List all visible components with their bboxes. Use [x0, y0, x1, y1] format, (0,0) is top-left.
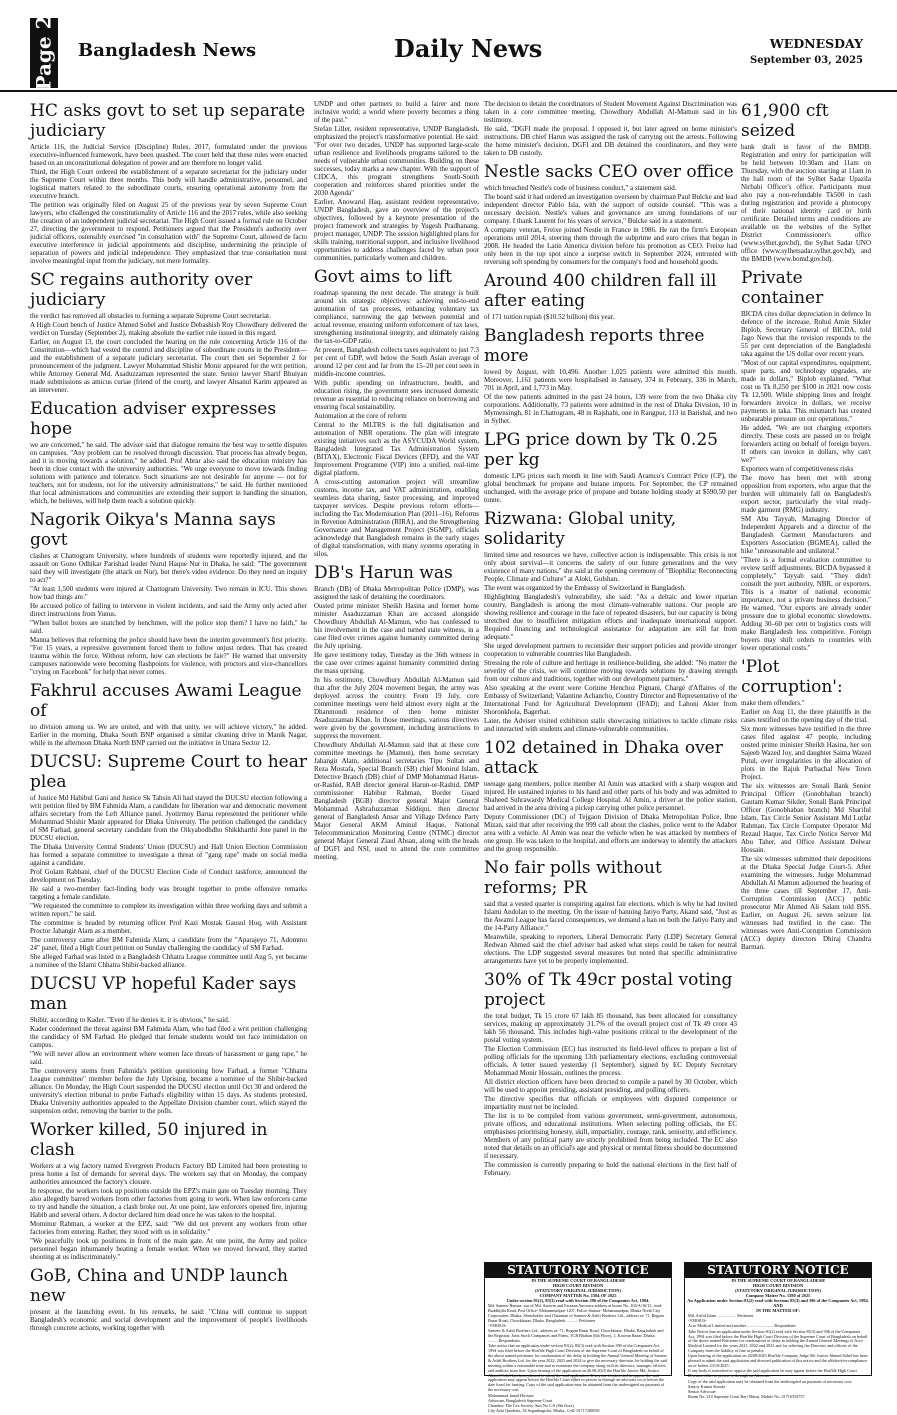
article-paragraph: which breached Nestle's code of business conduct," a statement said. [484, 184, 677, 192]
notice-court-line: COMPANY MATTER No. 1504 OF 2025 [539, 1293, 617, 1298]
news-article [30, 974, 307, 1115]
article-paragraph: The six witnesses submitted their depositions at the Dhaka Special Judge Court-5. After examining the witnesses, Judge Mohammad Abdullah Al Mamun adjourned the hearing of the three cases till September 17, Anti-Corruption Commission (ACC) public prosecutor Mir Ahmed Ali Salam told BSS. Earlier, on August 26, seven seizure list witnesses had testified in the case. The witnesses were Anti-Corruption Commission (ACC) deputy directors Dhiraj Chandra Barman. [741, 855, 871, 951]
news-article [30, 270, 307, 394]
notice-text: Room No. 210 Supreme Court Bar (Main). Mobile No. 01716354757 [688, 1394, 805, 1400]
column-3 [484, 100, 737, 1260]
news-article [741, 101, 871, 263]
article-paragraph: Mominur Rahman, a worker at the EPZ, said: "We did not prevent any workers from other factories from entering. Rather, they stood with us in solidarity." [30, 1220, 307, 1236]
article-paragraph: Shibir, according to Kader. "Even if he denies it, it is obvious," he said. [30, 1016, 230, 1024]
issue-date: September 03, 2025 [750, 55, 863, 66]
news-article [314, 563, 479, 861]
article-paragraph: bank draft in favor of the BMDB. Registration and entry for participation will be held between 10:30am and 11am on Thursday, with the auction starting at 11am in the hall room of the Sylhet Sadar Upazila Nirbahi Officer's office. Participants must also pay a non-refundable Tk500 in cash during registration and provide a photocopy of their national identity card or birth certificate. Detailed terms and conditions are available on the websites of the Sylhet District Commissioner's office (www.sylhet.gov.bd), the Sylhet Sadar UNO office (www.sylhetsadar.sylhet.gov.bd), and the BMDB (www.bomd.gov.bd). [741, 143, 871, 263]
article-paragraph: no division among us. We are united, and with that unity, we will achieve victory," he added. Earlier in the morning, Dhaka South BNP organised a similar cleaning drive in Manik Nagar, while in the afternoon Dhaka North BNP carried out the initiative in Uttara Sector 12. [30, 723, 307, 747]
article-paragraph: The committee is headed by returning officer Prof Kazi Mostak Gausul Hoq, with Assistant Proctor Jahangir Alam as a member. [30, 919, 307, 935]
article-headline: Private container [741, 268, 824, 308]
notice-text: Advocate, Bangladesh Supreme Court [488, 1397, 553, 1403]
news-article [484, 100, 737, 157]
notice-court-line: Under section 81(2), 85(3) read with Section 396 of the Companies Act, 1994. [506, 1298, 650, 1303]
notice-text: Senior Advocate [688, 1388, 716, 1394]
article-headline: Around 400 children fall ill after eating [484, 271, 717, 311]
article-paragraph: He added, "We are not charging exporters directly. These costs are passed on to freight forwarders acting on behalf of foreign buyers. If others can invoice in dollars, why can't we?" [741, 424, 871, 464]
article-headline: Nestle sacks CEO over office [484, 162, 734, 182]
notice-court-line: AND [773, 1303, 783, 1308]
notice-text: Mohammad Jamal Hossain [488, 1392, 534, 1398]
article-paragraph: "We requested the committee to complete its investigation within three working days and submit a written report," he said. [30, 902, 307, 918]
article-paragraph: In his testimony, Chowdhury Abdullah Al-Mamun said that after the July 2024 movement began, the army was deployed across the country. From 19 July, core committee meetings were held almost every night at the Dhanmondi residence of then home minister Asaduzzaman Khan. In those meetings, various directives were given by the government, including instructions to suppress the movement. [314, 676, 479, 740]
article-paragraph: Meanwhile, speaking to reporters, Liberal Democratic Party (LDP) Secretary General Redwan Ahmed said the chief adviser had asked what steps could be taken for neutral elections. The LDP suggested several measures but noted that specific administrative arrangements have yet to be properly implemented. [484, 933, 737, 965]
article-paragraph: Chowdhury Abdullah Al-Mamun said that at these core committee meetings he (Mamun), then home secretary Jahangir Alam, additional secretaries Tipu Sultan and Reza Mostafa, Special Branch (SB) chief Monirul Islam, Detective Branch (DB) chief of DMP Mohammad Harun-or-Rashid, RAB director general Harun-or-Rashid, DMP commissioner Habibur Rahman, Border Guard Bangladesh (BGB) director general Major General Mohammad Ashrafuzzaman Siddiqui, then director general of Bangladesh Ansar and Village Defence Party Major General AKM Aminul Haque, National Telecommunication Monitoring Centre (NTMC) director general Major General Ziaul Ahsan, along with the heads of DGFI and NSI, used to attend the core committee meeting. [314, 741, 479, 861]
notice-court-line: (STATUTORY ORIGINAL JURISDICTION) [535, 1288, 621, 1293]
notice-text: City Azia Quaderia, 34 Segunbagicha, Dhaka., Cell: 01717200050 [488, 1408, 600, 1414]
article-headline: LPG price down by Tk 0.25 per kg [484, 430, 718, 470]
article-paragraph: A cross-cutting automation project will streamline customs, income tax, and VAT administration, enabling seamless data sharing, faster processing, and improved taxpayer services. Despite previous reform efforts—including the Tax Modernisation Plan (2011–16), Reforms in Revenue Administration (RIRA), and the Strengthening Governance and Management Project (SGMP), officials acknowledge that Bangladesh remains in the early stages of digital transformation, with many systems operating in silos. [314, 478, 479, 558]
article-paragraph: At present, Bangladesh collects taxes equivalent to just 7.3 per cent of GDP, well below the South Asian average of around 12 per cent and far from the 15–20 per cent seen in middle-income countries. [314, 346, 479, 378]
section-title: Daily News [394, 34, 543, 63]
article-paragraph: Highlighting Bangladesh's vulnerability, she said: "As a deltaic and lower riparian country, Bangladesh is among the most climate-vulnerable nations. Our people are showing resilience and courage in the face of repeated disasters, but our capacity is being stretched due to insufficient mitigation efforts and inadequate international support. Required financing and technological assistance for adaptation are still far from adequate." [484, 593, 737, 641]
article-paragraph: said that a vested quarter is conspiring against fair elections, which is why he had invited Islami Andolan to the meeting. On the issue of banning Jatiyo Party, Akand said, "Just as the Awami League has faced consequences, we demand a ban on both the Jatiyo Party and the 14-Party Alliance." [484, 900, 737, 932]
article-paragraph: "We will never allow an environment where women face threats of harassment or gang rape," he said. [30, 1050, 307, 1066]
article-headline: No fair polls without reforms; PR [484, 858, 662, 898]
weekday: WEDNESDAY [769, 36, 863, 51]
notice-title: STATUTORY NOTICE [485, 1263, 671, 1278]
article-paragraph: The board said it had ordered an investigation overseen by chairman Paul Bulcke and lead independent director Pablo Isla, with the support of outside counsel. "This was a necessary decision. Nestle's values and governance are strong foundations of our company. I thank Laurent for his years of service," Bulcke said in a statement. [484, 193, 737, 225]
article-paragraph: teenage gang members, police member Al Amin was attacked with a sharp weapon and injured. He sustained injuries to his hand and other parts of his body and was admitted to Shaheed Suhrawardy Medical College Hospital. Al Amin, a driver at the police station, had arrived in the area driving a pickup carrying other police personnel. [484, 780, 737, 812]
notice-text: Sanjoy Kumar Kundu [688, 1383, 725, 1389]
article-paragraph: "When ballot boxes are snatched by henchmen, will the police stop them? I have no faith," he said. [30, 619, 307, 635]
notice-text: Copy of the said application may be obtained from the undersigned on payment of necessary cost. [688, 1378, 853, 1384]
article-paragraph: Later, the Adviser visited exhibition stalls showcasing initiatives to tackle climate risks and interacted with students and climate-vulnerable communities. [484, 717, 737, 733]
article-paragraph: Prof Golam Rabbani, chief of the DUCSU Election Code of Conduct taskforce, announced the development on Tuesday. [30, 868, 307, 884]
news-article [30, 399, 307, 505]
notice-text: Take notice that an application under section 81(2), 85(3) read with Section 396 of the Companies Act, 1994 was filed before the Hon'ble High Court Division of the Supreme Court of Bangladesh on behalf of the above named petitioner for condonation of the delay in holding the Annual General Meeting of Sameer & Ashfi Brothers Ltd. for the year 2022, 2023 and 2024 to give the necessary direction for holding the said meeting within a reasonable time and to exonerate the company along with its directors, manager, officers and auditors from fine. Upon hearing of the application on 26.08.2025 the Hon'ble Justice Md. Justice Ahmed Sohel has been pleased to admit the said application. If anyone is interested to oppose the said application may appear before the Hon'ble Court either in person or through an advocate on or before the date fixed for hearing. Copy of the said application may be obtained from the undersigned on payment of the necessary cost. [488, 1343, 668, 1393]
article-paragraph: The decision to detain the coordinators of Student Movement Against Discrimination was taken in a core committee meeting, Chowdhury Abdullah Al-Mamun said in his testimony. [484, 100, 737, 124]
article-paragraph: Automation at the core of reform [314, 412, 407, 420]
article-headline: Worker killed, 50 injured in clash [30, 1120, 268, 1160]
article-headline: DUCSU: Supreme Court to hear plea [30, 752, 308, 792]
article-paragraph: "At least 1,500 students were injured at Chattogram University. Two remain in ICU. This shows how bad things are." [30, 585, 307, 601]
news-article [30, 1266, 307, 1332]
article-paragraph: Third, the High Court ordered the establishment of a separate secretariat for the judiciary under the Supreme Court within three months. This body will handle administrative, personnel, and logistical matters related to the subordinate courts, ensuring operational autonomy from the executive branch. [30, 168, 307, 200]
article-paragraph: the verdict has removed all obstacles to forming a separate Supreme Court secretariat. [30, 312, 271, 320]
article-paragraph: The list is to be compiled from various government, semi-government, autonomous, private offices, and educational institutions. When selecting polling officials, the EC emphasises prioritising honesty, skill, impartiality, courage, rank, seniority, and efficiency. Members of any political party are strictly prohibited from being included. The EC also noted that details on an official's age and physical or mental fitness should be documented if necessary. [484, 1112, 737, 1160]
article-paragraph: Six more witnesses have testified in the three cases filed against 47 people, including ousted prime minister Sheikh Hasina, her son Sajeeb Wazed Joy, and daughter Saima Wazed Putul, over irregularities in the allocation of plots in the Rajuk Purbachal New Town Project. [741, 725, 871, 781]
article-paragraph: All district election officers have been directed to compile a panel by 30 October, which will be used to appoint presiding, assistant presiding, and polling officers. [484, 1078, 737, 1094]
news-article [484, 326, 737, 425]
article-paragraph: SM Abu Tayyab, Managing Director of Independent Apparels and a director of the Bangladesh Garment Manufacturers and Exporters Association (BGMEA), called the hike "unreasonable and unilateral." [741, 515, 871, 555]
statutory-notice [684, 1262, 872, 1400]
article-paragraph: limited time and resources we have, collective action is indispensable. This crisis is not only about survival—it concerns the safety of our future generations and the very existence of many nations," she said at the opening ceremony of "Biophilia: Reconnecting People, Climate and Culture" at Aloki, Gulshan. [484, 551, 737, 583]
news-article [314, 267, 479, 558]
article-paragraph: present at the launching event. In his remarks, he said: "China will continue to support Bangladesh's economic and social development and the improvement of people's livelihoods through concrete actions, working together with [30, 1308, 307, 1332]
article-paragraph: The Dhaka University Central Students' Union (DUCSU) and Hall Union Election Commission has formed a separate committee to investigate a threat of "gang rape" made on social media against a candidate. [30, 843, 307, 867]
article-paragraph: The six witnesses are Sonali Bank Senior Principal Officer (Gonobhaban branch) Gautam Kumar Sikder, Sonali Bank Principal Officer (Gonobhaban branch) Md Shariful Islam, Tax Circle Senior Assistant Md Lutfar Rahman, Tax Circle Computer Operator Md Rezaul Haque, Tax Circle Notice Server Md Abu Taher, and Office Assistant Delwar Hossain. [741, 782, 871, 854]
article-paragraph: "Most of our capital expenditures, equipment, spare parts, and technology upgrades, are made in dollars," Biplob explained. "What cost us Tk 8,250 per $100 in 2021 now costs Tk 12,500. While shipping lines and freight forwarders invoice in dollars, we receive payments in taka. This mismatch has created unbearable pressure on our operations." [741, 359, 871, 423]
article-paragraph: He said, "DGFI made the proposal. I opposed it, but later agreed on home minister's instructions. DB chief Harun was assigned the task of carrying out the arrests. Following the home minister's decision, DGFI and DB detained the coordinators, and they were taken to DB custody. [484, 125, 737, 157]
article-paragraph: The commission is currently preparing to hold the national elections in the first half of February. [484, 1161, 737, 1177]
news-article [484, 970, 737, 1177]
notice-text: Upon hearing of the application on 26/08/2025 Hon'ble Company Judge Mr. Justice Ahmed Sohel has been pleased to admit the said application and directed publication of this notice and the affidavit-in-compliance on or before 23/10/2025. [688, 1353, 868, 1369]
article-paragraph: The move has been met with strong opposition from exporters, who argue that the burden will ultimately fall on Bangladesh's export sector, particularly the vital ready-made garment (RMG) industry. [741, 474, 871, 514]
statutory-notice [484, 1262, 672, 1414]
article-headline: Bangladesh reports three more [484, 326, 705, 366]
article-headline: Rizwana: Global unity, solidarity [484, 509, 677, 549]
article-paragraph: Stressing the role of culture and heritage in resilience-building, she added: "No matter the severity of the crisis, we will continue moving towards solutions by drawing strength from our culture and traditions, together with our development partners." [484, 659, 737, 683]
page-number-tab [30, 15, 58, 91]
news-article [484, 858, 737, 965]
notice-court-line: IN THE SUPREME COURT OF BANGLADESH [731, 1278, 825, 1283]
article-paragraph: The petition was originally filed on August 25 of the previous year by seven Supreme Court lawyers, who challenged the constitutionality of Article 116 and the 2017 rules, while also seeking the creation of an independent judicial secretariat. The High Court issued a formal rule on October 27, directing the government to respond. Petitioners argued that the President's authority over judicial officers, ostensibly exercised "in consultation with" the Supreme Court, allowed de facto executive interference in judicial appointments and discipline, undermining the principle of separation of powers and judicial independence. They emphasized that true consultation must involve meaningful input from the judiciary, not mere formality. [30, 201, 307, 265]
article-headline: SC regains authority over judiciary [30, 270, 253, 310]
article-paragraph: roadmap spanning the next decade. The strategy is built around six strategic objectives: achieving end-to-end automation of tax processes, enhancing voluntary tax compliance, narrowing the gap between potential and actual revenue, ensuring uniform enforcement of tax laws, strengthening institutional integrity, and ultimately raising the tax-to-GDP ratio. [314, 289, 479, 345]
article-paragraph: of 171 tuition rupiah ($10.52 billion) this year. [484, 313, 615, 321]
article-paragraph: Deputy Commissioner (DC) of Tejgaon Division of Dhaka Metropolitan Police, Ibne Mizan, said that after receiving the 999 call about the clashes, police went to the Adabor area with a vehicle. Al Amin was near the vehicle when he was attacked by members of one group. He was taken to the hospital, and efforts are underway to identify the attackers and the group responsible. [484, 813, 737, 853]
news-article [30, 1120, 307, 1261]
article-paragraph: domestic LPG prices each month in line with Saudi Aramco's Contract Price (CP), the global benchmark for propane and butane imports. For September, the CP remained unchanged, with the average price of propane and butane holding steady at $590.50 per tonne. [484, 472, 737, 504]
notice-text: -VERSUS- [688, 1318, 707, 1324]
masthead [0, 0, 897, 92]
statutory-notices [484, 1262, 872, 1414]
notice-text: Chamber: The Lex Society, Suit No.C-6 (8th floor), [488, 1402, 575, 1408]
article-headline: Fakhrul accuses Awami League of [30, 681, 302, 721]
notice-court-line: IN THE SUPREME COURT OF BANGLADESH [531, 1278, 625, 1283]
news-article [30, 681, 307, 747]
article-paragraph: Also speaking at the event were Corinne Henchoz Pignani, Chargé d'Affaires of the Embassy of Switzerland; Valantine Achancho, Country Director and Representative of the International Fund for Agricultural Development (IFAD); and Laboni Akter from Shoronkhola, Bagerhat. [484, 684, 737, 716]
article-paragraph: Central to the MLTRS is the full digitalisation and automation of NBR operations. The plan will integrate existing initiatives such as the ASYCUDA World system, Bangladesh Integrated Tax Administration System (BITAX), Electronic Fiscal Devices (EFD), and the VAT Improvement Programme (VIP) into a unified, real-time digital platform. [314, 421, 479, 477]
notice-text: Sameer & Ashfi Brothers Ltd., address at- 71, Begum Bazar Road, Chowkbazar, Dhaka, Bangladesh and the Registrar, Joint Stock Companies and Firms, TCB Bhaban (6th Floor), 1, Kawran Bazar, Dhaka. ..........Respondents. [488, 1328, 664, 1343]
newspaper-name: Bangladesh News [78, 40, 257, 61]
news-article [484, 738, 737, 853]
notice-court-line: HIGH COURT DIVISION [552, 1283, 604, 1288]
article-paragraph: Exporters warn of competitiveness risks [741, 465, 854, 473]
notice-text: If any body is interested to oppose the said application he may appear before the Hon'ble High Court Division either in person or through an Advocate. [688, 1368, 857, 1379]
article-paragraph: Earlier on Aug 11, the three plaintiffs in the cases testified on the opening day of the trial. [741, 708, 871, 724]
notice-text: Md. Ariful Islam .................. Petitioner. [688, 1313, 755, 1318]
news-article [484, 430, 737, 504]
notice-body [485, 1303, 671, 1415]
article-headline: Education adviser expresses hope [30, 399, 277, 439]
article-headline: 30% of Tk 49cr postal voting project [484, 970, 733, 1010]
article-paragraph: Branch (DB) of Dhaka Metropolitan Police (DMP), was assigned the task of detaining the coordinators. [314, 585, 479, 601]
article-paragraph: He said a two-member fact-finding body was brought together to probe offensive remarks targeting a female candidate. [30, 885, 307, 901]
column-2 [314, 100, 479, 1260]
article-paragraph: She urged development partners to reconsider their support policies and provide stronger cooperation to vulnerable countries like Bangladesh. [484, 642, 737, 658]
notice-text: Take Notice that an application under Section-81(2) read with Section 85(3) and 396 of the Companies Act, 1994 was filed before the Hon'ble High Court Division of the Supreme Court of Bangladesh on behalf of the above named Petitioner for condonation of delay in holding the Annual General Meetings of Acro Medical Limited for the years 2021, 2022 and 2023 and for relieving the Directors and officers of the Company from the liability of fine or penalty. [688, 1328, 868, 1354]
news-article [30, 752, 307, 969]
news-article [30, 101, 307, 265]
news-article [741, 657, 871, 951]
article-paragraph: UNDP and other partners to build a fairer and more inclusive world; a world where poverty becomes a thing of the past." [314, 100, 479, 124]
article-paragraph: The controversy came after BM Fahmida Alam, a candidate from the "Aparajeyo 71, Adommo 24" panel, filed a High Court petition on Sunday challenging the candidacy of SM Farhad. [30, 936, 307, 952]
notice-text: -VERSUS- [488, 1322, 507, 1328]
article-headline: HC asks govt to set up separate judiciary [30, 101, 306, 141]
news-article [484, 271, 737, 321]
article-paragraph: Kader condemned the threat against BM Fahmida Alam, who had filed a writ petition challenging the candidacy of SM Farhad. He pledged that female students would not face intimidation on campus. [30, 1025, 307, 1049]
article-paragraph: make them offenders." [741, 699, 805, 707]
article-paragraph: Article 116, the Judicial Service (Discipline) Rules, 2017, formulated under the previous executive-influenced framework, have been quashed. The court held that these rules were enacted based on an unconstitutional delegation of power and are therefore no longer valid. [30, 143, 307, 167]
article-headline: Govt aims to lift [314, 267, 452, 287]
column-4 [741, 100, 871, 1260]
article-paragraph: The event was organized by the Embassy of Switzerland in Bangladesh. [484, 584, 686, 592]
article-headline: 'Plot corruption': [741, 657, 843, 697]
article-paragraph: clashes at Chattogram University, where hundreds of students were reportedly injured, and the assault on Gono Odhikar Parishad leader Nurul Haque Nur in Dhaka, he said: "The government said they will investigate (the attack on Nur), but there's video evidence. Do they need an inquiry to act?" [30, 552, 307, 584]
article-paragraph: Stefan Liller, resident representative, UNDP Bangladesh, emphasized the project's transformative potential. He said: "For over two decades, UNDP has supported large-scale urban resilience and livelihoods programs tailored to the needs of vulnerable urban communities. Building on these successes, today marks a new chapter. With the support of CIDCA, this program strengthens South-South cooperation and reinforces shared priorities under the 2030 Agenda" [314, 125, 479, 197]
notice-court-line: Company Matter No. 1580 of 2025 [745, 1293, 811, 1298]
page-number: Page 2 [32, 15, 56, 91]
article-paragraph: She alleged Farhad was listed in a Bangladesh Chhatra League committee until Aug 5, yet became a nominee of the Islami Chhatra Shibir-backed alliance. [30, 953, 307, 969]
news-article [484, 162, 737, 266]
article-paragraph: lowed by August, with 10,496. Another 1,025 patients were admitted this month. Moreover, 1,161 patients were hospitalised in January, 374 in February, 336 in March, 701 in April, and 1,773 in May. [484, 368, 737, 392]
article-paragraph: The controversy stems from Fahmida's petition questioning how Farhad, a former "Chhatra League committee" member before the July Uprising, became a nominee of the Shibir-backed alliance. On Monday, the High Court suspended the DUCSU election until Oct 30 and ordered the university's election tribunal to probe Farhad's eligibility within 15 days. As students protested, Dhaka University authorities appealed to the Appellate Division chamber court, which stayed the suspension order, removing the barrier to the polls. [30, 1067, 307, 1115]
article-paragraph: "There is a formal evaluation committee to review tariff adjustments. BICDA bypassed it completely," Tayyab said. "They didn't consult the port authority, NBR, or exporters. This is a matter of national economic importance, not a private business decision." He warned, "Our exports are already under pressure due to global economic slowdowns. Adding 30–60 per cent to logistics costs will make Bangladesh less competitive. Foreign buyers may shift orders to countries with lower operational costs." [741, 556, 871, 652]
column-1 [30, 100, 307, 1374]
article-paragraph: A company veteran, Freixe joined Nestle in France in 1986. He ran the firm's European operations until 2014, steering them through the subprime and euro crises that began in 2008. He headed the Latin America division before his promotion as CEO. Freixe had only been in the top spot since a surprise switch in September 2024, entrusted with reversing soft spending by consumers for the company's food and household goods. [484, 226, 737, 266]
article-headline: Nagorik Oikya's Manna says govt [30, 510, 276, 550]
article-paragraph: Ousted prime minister Sheikh Hasina and former home minister Asaduzzaman Khan are accused alongside Chowdhury Abdullah Al-Mamun, who has confessed to his involvement in the case and turned state witness, in a case filed over crimes against humanity committed during the July uprising. [314, 602, 479, 650]
article-paragraph: He gave testimony today, Tuesday as the 36th witness in the case over crimes against humanity committed during the mass uprising. [314, 651, 479, 675]
article-paragraph: With public spending on infrastructure, health, and education rising, the government sees increased domestic revenue as essential to reducing reliance on borrowing and ensuring fiscal sustainability. [314, 379, 479, 411]
article-paragraph: A High Court bench of Justice Ahmed Sohel and Justice Debashish Roy Chowdhury delivered the verdict on Tuesday (September 2), making absolute the earlier rule issued in this regard. [30, 321, 307, 337]
article-paragraph: we are concerned," he said. The adviser said that dialogue remains the best way to settle disputes on campuses. "Any problem can be resolved through discussion. That process has already begun, and it is moving towards a solution," he added. Prof Abrar also said the education ministry has been in close contact with the university authorities. "We urge everyone to move towards finding solutions with patience and tolerance. Such situations are not desirable for anyone — not for teachers, not for students, not for the university administrations," he said. He further mentioned that local administrations and communities are extending their support in handling the situation, which, he believes, will help them reach a solution quickly. [30, 441, 307, 505]
article-headline: GoB, China and UNDP launch new [30, 1266, 288, 1306]
news-article [30, 510, 307, 676]
notice-court-line: An Application under Section-81(2) read with Sections 85(3) and 396 of the Companies Act, 1994. [687, 1298, 869, 1303]
article-paragraph: Workers at a wig factory named Evergreen Products Factory BD Limited had been protesting to press home a list of demands for several days. The workers say that on Monday, the company authorities announced the factory's closure. [30, 1162, 307, 1186]
notice-court-line: IN THE MATTER OF: [756, 1308, 800, 1313]
article-headline: 61,900 cft seized [741, 101, 829, 141]
notice-text: Acro Medical Limited and another ..........................Respondents [688, 1323, 796, 1329]
article-paragraph: Manna believes that reforming the police should have been the interim government's first priority. "For 15 years, a repressive government forced them to follow unjust orders. That has created trauma within the force. Without reform, how can elections be fair?" He warned that university campuses nationwide were becoming flashpoints for violence, with proctors and vice-chancellors "crying on Facebook" for help that never comes. [30, 636, 307, 676]
notice-court-line: HIGH COURT DIVISION [752, 1283, 804, 1288]
notice-court-line: (STATUTORY ORIGINAL JURISDICTION) [735, 1288, 821, 1293]
article-paragraph: the total budget, Tk 15 crore 67 lakh 85 thousand, has been allocated for consultancy services, making up approximately 31.7% of the overall project cost of Tk 49 crore 43 lakh 56 thousand. This includes high-value positions critical to the development of the postal voting system. [484, 1012, 737, 1044]
article-headline: DB's Harun was [314, 563, 453, 583]
article-paragraph: Of the new patients admitted in the past 24 hours, 139 were from the two Dhaka city corporations. Additionally, 73 patients were admitted in the rest of Dhaka Division, 10 in Mymensingh, 81 in Chattogram, 48 in Rajshahi, one in Rangpur, 113 in Barishal, and two in Sylhet. [484, 393, 737, 425]
news-article [741, 268, 871, 652]
article-paragraph: Earlier, Anowarul Haq, assistant resident representative, UNDP Bangladesh, gave an overview of the project's objectives, followed by a keynote presentation of the project framework and strategies by Yugesh Pradhanang, project manager, UNDP. The session highlighted plans for skills training, nutritional support, and inclusive livelihood opportunities to address challenges faced by urban poor communities, particularly women and children. [314, 198, 479, 262]
article-paragraph: of Justice Md Habibul Gani and Justice Sk Tahsin Ali had stayed the DUCSU election following a writ petition filed by BM Fahmida Alam, a candidate for liberation war and democratic movement affairs secretary from the Left Alliance panel. Jyotirmoy Barua represented the petitioner while Mohammad Shishir Manir appeared for Dhaka University. The petition challenged the candidacy of SM Farhad, general secretary candidate from the Oikyabodhdho Shikkharthi Jote panel in the DUCSU election. [30, 794, 307, 842]
article-paragraph: The Election Commission (EC) has instructed its field-level offices to prepare a list of polling officials for the upcoming 13th parliamentary elections, excluding controversial officials. A letter issued yesterday (1 September), signed by EC Deputy Secretary Mohammad Monir Hossain, outlines the process. [484, 1045, 737, 1077]
article-paragraph: BICDA cites dollar depreciation in defence In defence of the increase, Ruhul Amin Sikder Biplob, Secretary General of BICDA, told Jago News that the revision responds to the 55 per cent depreciation of the Bangladeshi taka against the US dollar over recent years. [741, 310, 871, 358]
article-paragraph: In response, the workers took up positions outside the EPZ's main gate on Tuesday morning. They also allegedly barred workers from other factories from going to work. When law enforcers came to try and handle the situation, a clash broke out. At one point, law enforcers opened fire, injuring Habib and several others. A doctor declared him dead once he was taken to the hospital. [30, 1187, 307, 1219]
notice-title: STATUTORY NOTICE [685, 1263, 871, 1278]
article-paragraph: "We peacefully took up positions in front of the main gate. At one point, the Army and police personnel began inhumanely beating a female worker. When we moved forward, they started shooting at us indiscriminately." [30, 1237, 307, 1261]
notice-body [685, 1313, 871, 1401]
news-article [314, 100, 479, 262]
article-headline: 102 detained in Dhaka over attack [484, 738, 723, 778]
article-headline: DUCSU VP hopeful Kader says man [30, 974, 297, 1014]
notice-text: Md. Sameer Hamza, son of Md. Anowar and Farzana Anowara address at house No. 104/A/16/13, road- Buddhijibi Road, Post Office- Mohammadpur-1207, Police Station- Mohammadpur, Dhaka North City Corporation, Dhaka, Shareholder and Chairman of Sameer & Ashfi Brothers Ltd., address at- 71, Begum Bazar Road, Chowkbazar, Dhaka, Bangladesh. .......... Petitioner [488, 1303, 664, 1323]
article-paragraph: He accused police of failing to intervene in violent incidents, and said the Army only acted after direct instructions from Yunus. [30, 602, 307, 618]
article-paragraph: The directive specifies that officials or employees with disputed competence or impartiality must not be included. [484, 1095, 737, 1111]
news-article [484, 509, 737, 733]
article-paragraph: Earlier, on August 13, the court concluded the hearing on the rule concerning Article 116 of the Constitution—which had vested the control and discipline of subordinate courts in the President—and the establishment of a separate judiciary secretariat. The court then set September 2 for pronouncement of the judgment. Lawyer Mohammad Shishir Monir appeared for the writ petition, while Attorney General Md. Asaduzzaman represented the state. Senior lawyer Sharif Bhuiyan made submissions as amicus curiae (friend of the court), and lawyer Ahsanul Karim appeared as an intervener. [30, 338, 307, 394]
